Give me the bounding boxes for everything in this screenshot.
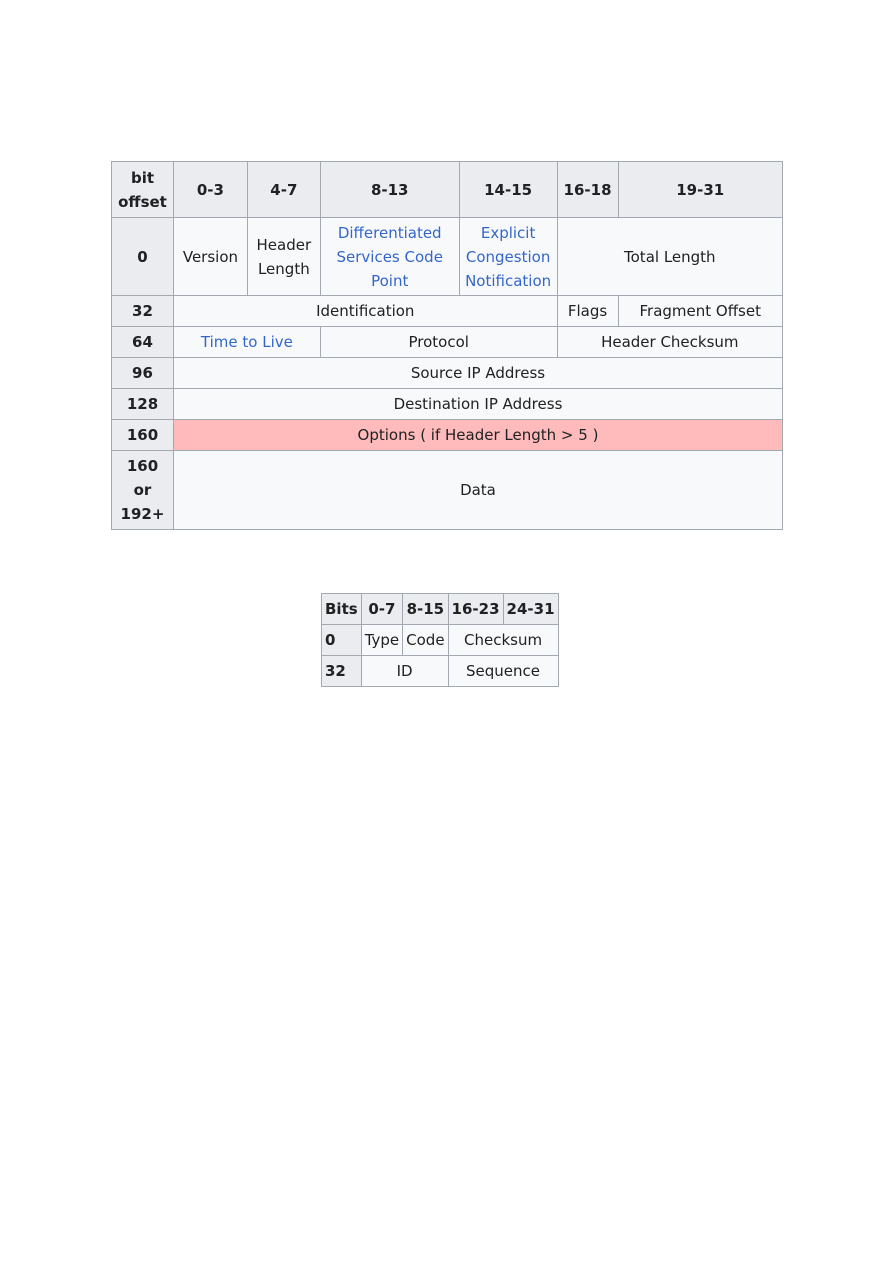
column-header-8-13: 8-13 — [320, 162, 459, 218]
table-row — [112, 218, 783, 296]
header-checksum-field: Header Checksum — [557, 327, 782, 358]
table-header-row — [322, 594, 559, 625]
sequence-field: Sequence — [448, 656, 558, 687]
version-field: Version — [173, 218, 247, 296]
table-row — [112, 389, 783, 420]
table-row — [112, 451, 783, 530]
dscp-link[interactable]: Differentiated Services Code Point — [320, 218, 459, 296]
row-offset: 160 — [112, 420, 174, 451]
options-field: Options ( if Header Length > 5 ) — [173, 420, 782, 451]
flags-field: Flags — [557, 296, 618, 327]
table-row — [112, 296, 783, 327]
row-offset: 64 — [112, 327, 174, 358]
row-offset: 128 — [112, 389, 174, 420]
column-header-bit-offset: bit offset — [112, 162, 174, 218]
total-length-field: Total Length — [557, 218, 782, 296]
column-header-0-3: 0-3 — [173, 162, 247, 218]
row-offset: 160 or 192+ — [112, 451, 174, 530]
fragment-offset-field: Fragment Offset — [618, 296, 783, 327]
table-row — [112, 358, 783, 389]
identification-field: Identification — [173, 296, 557, 327]
protocol-field: Protocol — [320, 327, 557, 358]
ecn-link[interactable]: Explicit Congestion Notification — [459, 218, 557, 296]
row-offset: 32 — [112, 296, 174, 327]
table-row — [112, 327, 783, 358]
column-header-16-18: 16-18 — [557, 162, 618, 218]
checksum-field: Checksum — [448, 625, 558, 656]
ip-header-table — [111, 161, 783, 530]
code-field: Code — [403, 625, 448, 656]
row-offset: 32 — [322, 656, 362, 687]
row-offset: 0 — [112, 218, 174, 296]
column-header-bits: Bits — [322, 594, 362, 625]
id-field: ID — [361, 656, 448, 687]
column-header-24-31: 24-31 — [503, 594, 558, 625]
source-ip-field: Source IP Address — [173, 358, 782, 389]
column-header-19-31: 19-31 — [618, 162, 783, 218]
column-header-8-15: 8-15 — [403, 594, 448, 625]
icmp-header-table — [321, 593, 559, 687]
table-row — [322, 656, 559, 687]
destination-ip-field: Destination IP Address — [173, 389, 782, 420]
column-header-16-23: 16-23 — [448, 594, 503, 625]
type-field: Type — [361, 625, 402, 656]
table-row — [322, 625, 559, 656]
header-length-field: Header Length — [247, 218, 320, 296]
table-header-row — [112, 162, 783, 218]
column-header-14-15: 14-15 — [459, 162, 557, 218]
column-header-4-7: 4-7 — [247, 162, 320, 218]
data-field: Data — [173, 451, 782, 530]
column-header-0-7: 0-7 — [361, 594, 402, 625]
ttl-link[interactable]: Time to Live — [173, 327, 320, 358]
table-row — [112, 420, 783, 451]
row-offset: 0 — [322, 625, 362, 656]
row-offset: 96 — [112, 358, 174, 389]
